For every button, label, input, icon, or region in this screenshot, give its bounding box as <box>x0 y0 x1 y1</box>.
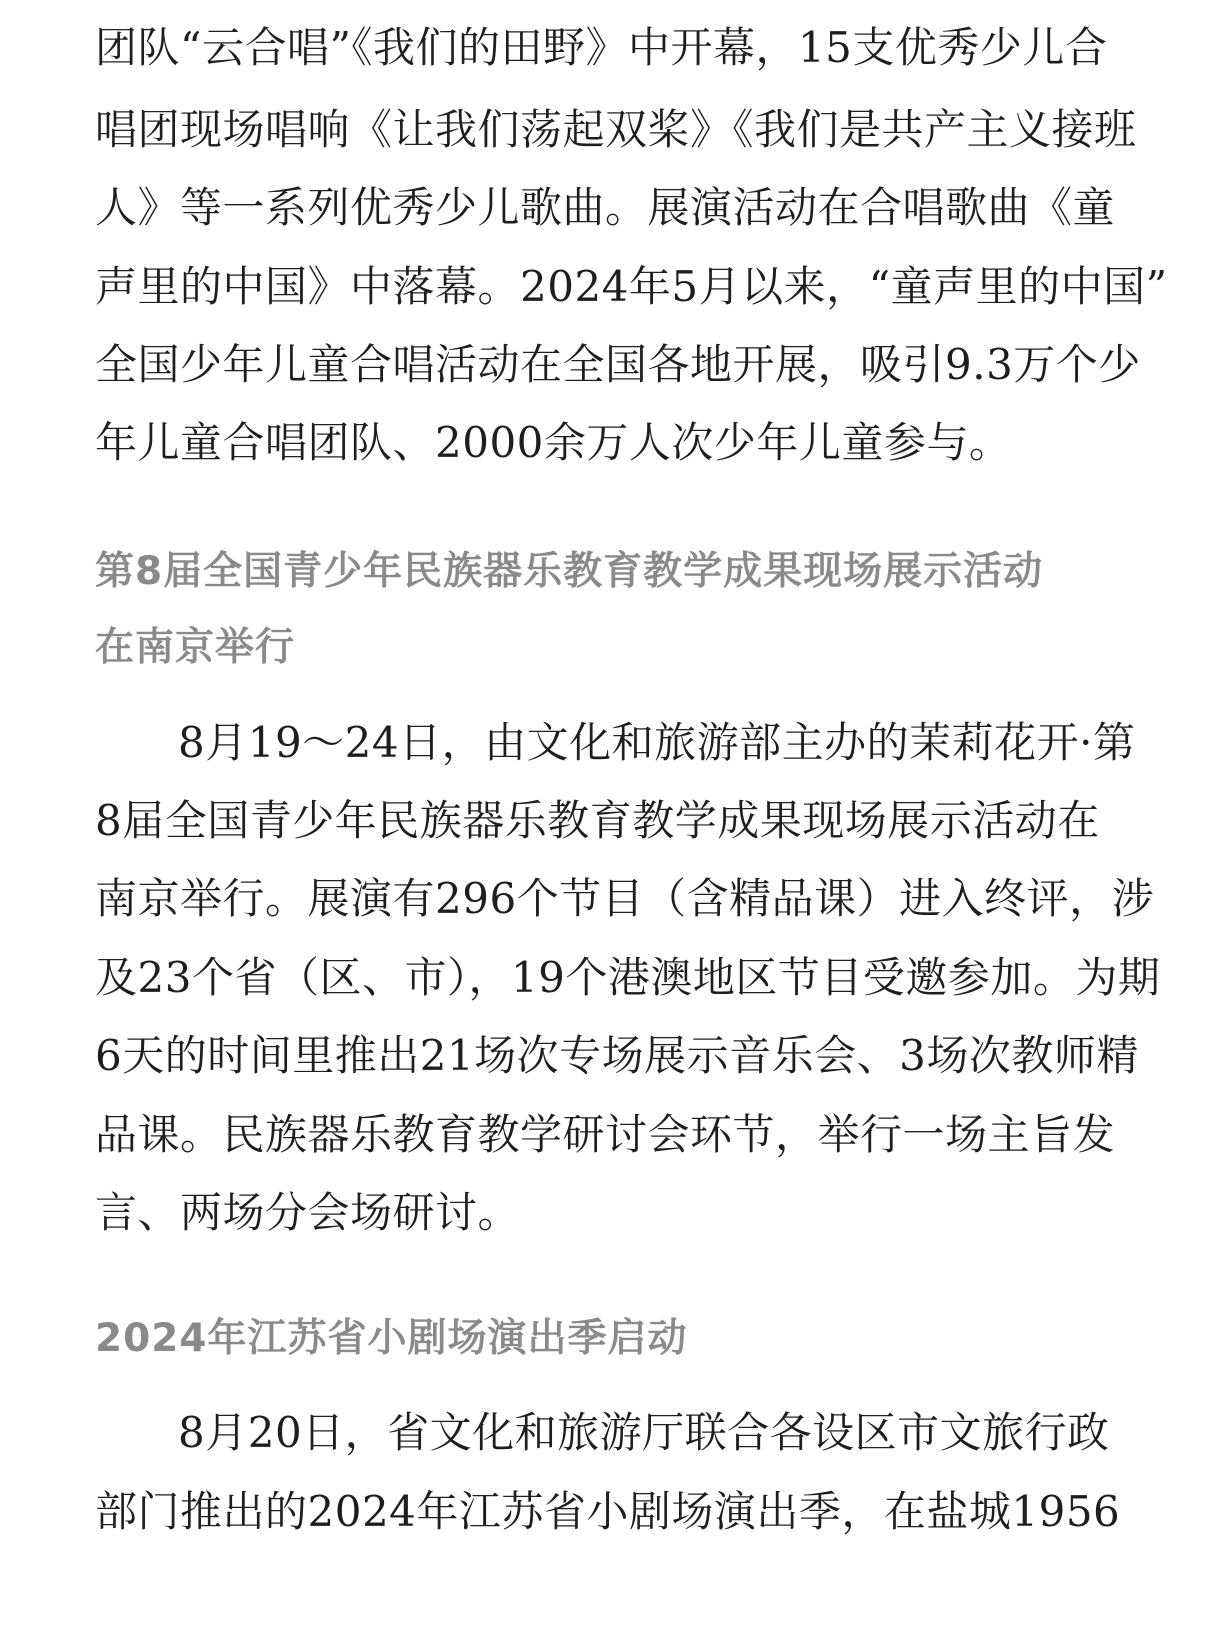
paragraph-line: 8月19～24日，由文化和旅游部主办的茉莉花开·第 <box>178 718 1136 767</box>
paragraph-line: 6天的时间里推出21场次专场展示音乐会、3场次教师精 <box>95 1031 1139 1080</box>
paragraph-line: 及23个省（区、市），19个港澳地区节目受邀参加。为期 <box>95 953 1161 1002</box>
paragraph-line: 部门推出的2024年江苏省小剧场演出季，在盐城1956 <box>95 1487 1121 1536</box>
paragraph-line: 人》等一系列优秀少儿歌曲。展演活动在合唱歌曲《童 <box>95 183 1116 232</box>
section-heading: 2024年江苏省小剧场演出季启动 <box>95 1316 688 1361</box>
paragraph-line: 言、两场分会场研讨。 <box>95 1188 521 1237</box>
paragraph-line: 唱团现场唱响《让我们荡起双桨》《我们是共产主义接班 <box>95 105 1137 154</box>
paragraph-line: 8月20日，省文化和旅游厅联合各设区市文旅行政 <box>178 1408 1110 1457</box>
paragraph-line: 团队“云合唱”《我们的田野》中开幕，15支优秀少儿合 <box>95 23 1108 72</box>
paragraph-line: 南京举行。展演有296个节目（含精品课）进入终评，涉 <box>95 874 1155 923</box>
paragraph-line: 品课。民族器乐教育教学研讨会环节，举行一场主旨发 <box>95 1110 1116 1159</box>
section-heading: 在南京举行 <box>95 625 296 670</box>
paragraph-line: 声里的中国》中落幕。2024年5月以来，“童声里的中国” <box>95 262 1168 311</box>
paragraph-line: 全国少年儿童合唱活动在全国各地开展，吸引9.3万个少 <box>95 340 1141 389</box>
section-heading: 第8届全国青少年民族器乐教育教学成果现场展示活动 <box>95 549 1044 594</box>
paragraph-line: 年儿童合唱团队、2000余万人次少年儿童参与。 <box>95 418 1012 467</box>
paragraph-line: 8届全国青少年民族器乐教育教学成果现场展示活动在 <box>95 796 1100 845</box>
